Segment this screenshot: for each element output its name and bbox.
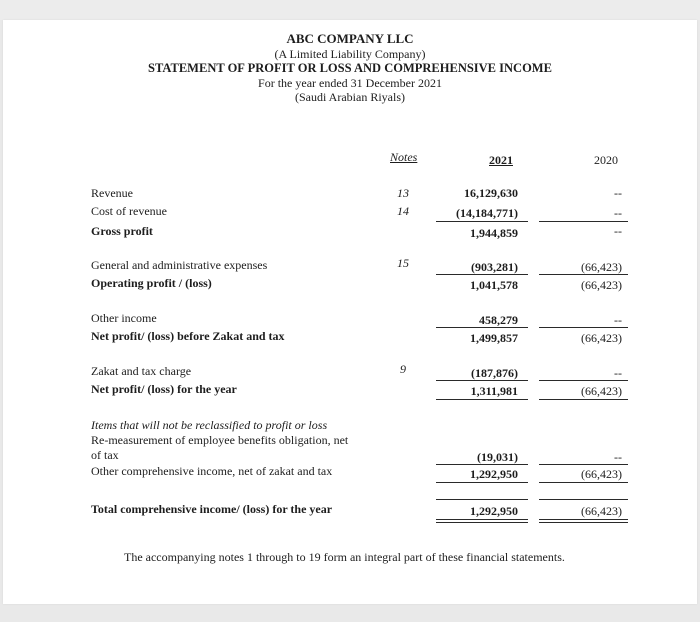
rule-gross-2020 bbox=[539, 221, 628, 222]
rule-total-bottom2-2021 bbox=[436, 522, 528, 523]
rule-total-top-2020 bbox=[539, 499, 628, 500]
other-income-2021: 458,279 bbox=[479, 313, 518, 327]
statement-title: STATEMENT OF PROFIT OR LOSS AND COMPREHENSIVE INCOME bbox=[148, 61, 552, 75]
oci-net-label: Other comprehensive income, net of zakat and tax bbox=[91, 464, 333, 478]
window-top-strip bbox=[0, 0, 700, 20]
footer-note: The accompanying notes 1 through to 19 form an integral part of these financial statements. bbox=[124, 550, 565, 564]
oci-heading: Items that will not be reclassified to profit or loss bbox=[91, 418, 328, 432]
revenue-2021: 16,129,630 bbox=[464, 186, 518, 200]
rule-total-top-2021 bbox=[436, 499, 528, 500]
rule-oci-bottom-2021 bbox=[436, 482, 528, 483]
notes-column-header: Notes bbox=[390, 150, 418, 164]
ga-expenses-label: General and administrative expenses bbox=[91, 258, 268, 272]
revenue-note: 13 bbox=[397, 186, 409, 200]
net-before-zakat-2020: (66,423) bbox=[581, 331, 622, 345]
gross-profit-2021: 1,944,859 bbox=[470, 226, 518, 240]
remeasurement-label-line2: of tax bbox=[91, 448, 119, 462]
zakat-note: 9 bbox=[400, 362, 406, 376]
operating-profit-label: Operating profit / (loss) bbox=[91, 276, 212, 290]
rule-gross-2021 bbox=[436, 221, 528, 222]
gross-profit-label: Gross profit bbox=[91, 224, 153, 238]
other-income-2020: -- bbox=[614, 313, 622, 327]
remeasurement-2021: (19,031) bbox=[477, 450, 518, 464]
currency-label: (Saudi Arabian Riyals) bbox=[295, 90, 405, 104]
operating-profit-2020: (66,423) bbox=[581, 278, 622, 292]
year-2020-column-header: 2020 bbox=[594, 153, 618, 167]
total-ci-2020: (66,423) bbox=[581, 504, 622, 518]
oci-net-2020: (66,423) bbox=[581, 467, 622, 481]
rule-net-year-2021 bbox=[436, 380, 528, 381]
zakat-label: Zakat and tax charge bbox=[91, 364, 192, 378]
statement-header bbox=[0, 32, 700, 105]
net-before-zakat-2021: 1,499,857 bbox=[470, 331, 518, 345]
revenue-2020: -- bbox=[614, 186, 622, 200]
rule-total-bottom1-2020 bbox=[539, 519, 628, 520]
ga-expenses-2021: (903,281) bbox=[471, 260, 518, 274]
total-ci-label: Total comprehensive income/ (loss) for the year bbox=[91, 502, 333, 516]
remeasurement-2020: -- bbox=[614, 450, 622, 464]
operating-profit-2021: 1,041,578 bbox=[470, 278, 518, 292]
net-profit-year-2021: 1,311,981 bbox=[470, 384, 518, 398]
rule-total-bottom2-2020 bbox=[539, 522, 628, 523]
revenue-label: Revenue bbox=[91, 186, 133, 200]
rule-net-year-2020 bbox=[539, 380, 628, 381]
zakat-2020: -- bbox=[614, 366, 622, 380]
oci-net-2021: 1,292,950 bbox=[470, 467, 518, 481]
rule-oci-2020 bbox=[539, 464, 628, 465]
rule-operating-2020 bbox=[539, 274, 628, 275]
total-ci-2021: 1,292,950 bbox=[470, 504, 518, 518]
statement-period: For the year ended 31 December 2021 bbox=[258, 75, 442, 90]
company-type: (A Limited Liability Company) bbox=[274, 46, 426, 61]
gross-profit-2020: -- bbox=[614, 224, 622, 238]
zakat-2021: (187,876) bbox=[471, 366, 518, 380]
other-income-label: Other income bbox=[91, 311, 157, 325]
cost-of-revenue-note: 14 bbox=[397, 204, 409, 218]
net-before-zakat-label: Net profit/ (loss) before Zakat and tax bbox=[91, 329, 285, 343]
cost-of-revenue-2020: -- bbox=[614, 206, 622, 220]
remeasurement-label-line1: Re-measurement of employee benefits obligation, net bbox=[91, 433, 349, 447]
net-profit-year-2020: (66,423) bbox=[581, 384, 622, 398]
ga-expenses-note: 15 bbox=[397, 256, 409, 270]
rule-total-bottom1-2021 bbox=[436, 519, 528, 520]
company-name: ABC COMPANY LLC bbox=[286, 31, 414, 46]
rule-oci-bottom-2020 bbox=[539, 482, 628, 483]
rule-net-year-bottom-2020 bbox=[539, 399, 628, 400]
cost-of-revenue-2021: (14,184,771) bbox=[456, 206, 518, 220]
net-profit-year-label: Net profit/ (loss) for the year bbox=[91, 382, 237, 396]
rule-operating-2021 bbox=[436, 274, 528, 275]
rule-net-before-2020 bbox=[539, 327, 628, 328]
rule-net-year-bottom-2021 bbox=[436, 399, 528, 400]
rule-oci-2021 bbox=[436, 464, 528, 465]
rule-net-before-2021 bbox=[436, 327, 528, 328]
ga-expenses-2020: (66,423) bbox=[581, 260, 622, 274]
year-2021-column-header: 2021 bbox=[489, 153, 513, 167]
cost-of-revenue-label: Cost of revenue bbox=[91, 204, 167, 218]
